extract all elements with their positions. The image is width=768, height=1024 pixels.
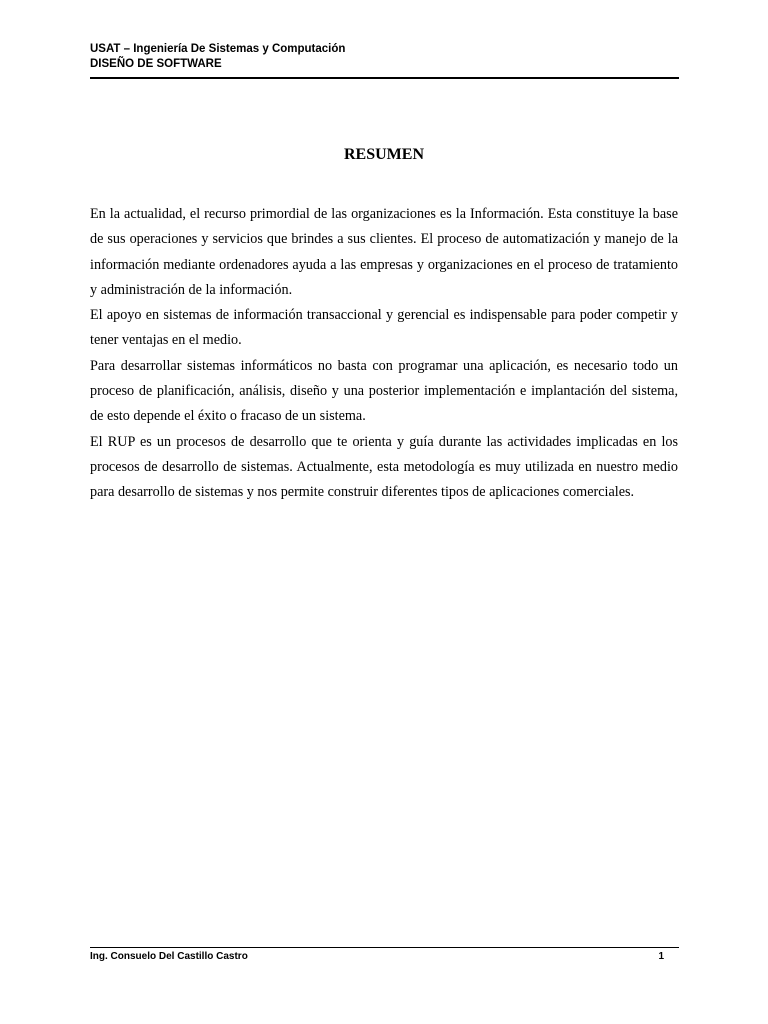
header-institution: USAT – Ingeniería De Sistemas y Computación <box>90 43 346 55</box>
paragraph: Para desarrollar sistemas informáticos no basta con programar una aplicación, es necesario todo un proceso de planificación, análisis, diseño y una posterior implementación e implantación del sistema, de esto depende el éxito o fracaso de un sistema. <box>90 357 678 425</box>
paragraph: En la actualidad, el recurso primordial de las organizaciones es la Información. Esta constituye la base de sus operaciones y servicios que brindes a sus clientes. El proceso de automatización y manejo de la información mediante ordenadores ayuda a las empresas y organizaciones en el proceso de tratamiento y administración de la información. <box>90 206 678 298</box>
footer-divider <box>90 947 679 948</box>
section-title: RESUMEN <box>343 146 424 163</box>
body-text <box>90 202 678 506</box>
header-course: DISEÑO DE SOFTWARE <box>90 58 222 70</box>
paragraph: El apoyo en sistemas de información transaccional y gerencial es indispensable para poder competir y tener ventajas en el medio. <box>90 307 678 349</box>
page-header <box>90 42 678 72</box>
paragraph: El RUP es un procesos de desarrollo que te orienta y guía durante las actividades implicadas en los procesos de desarrollo de sistemas. Actualmente, esta metodología es muy utilizada en nuestro medio para desarrollo de sistemas y nos permite construir diferentes tipos de aplicaciones comerciales. <box>90 433 678 501</box>
header-divider <box>90 77 679 79</box>
page-number: 1 <box>658 951 664 962</box>
footer-author: Ing. Consuelo Del Castillo Castro <box>90 951 248 962</box>
